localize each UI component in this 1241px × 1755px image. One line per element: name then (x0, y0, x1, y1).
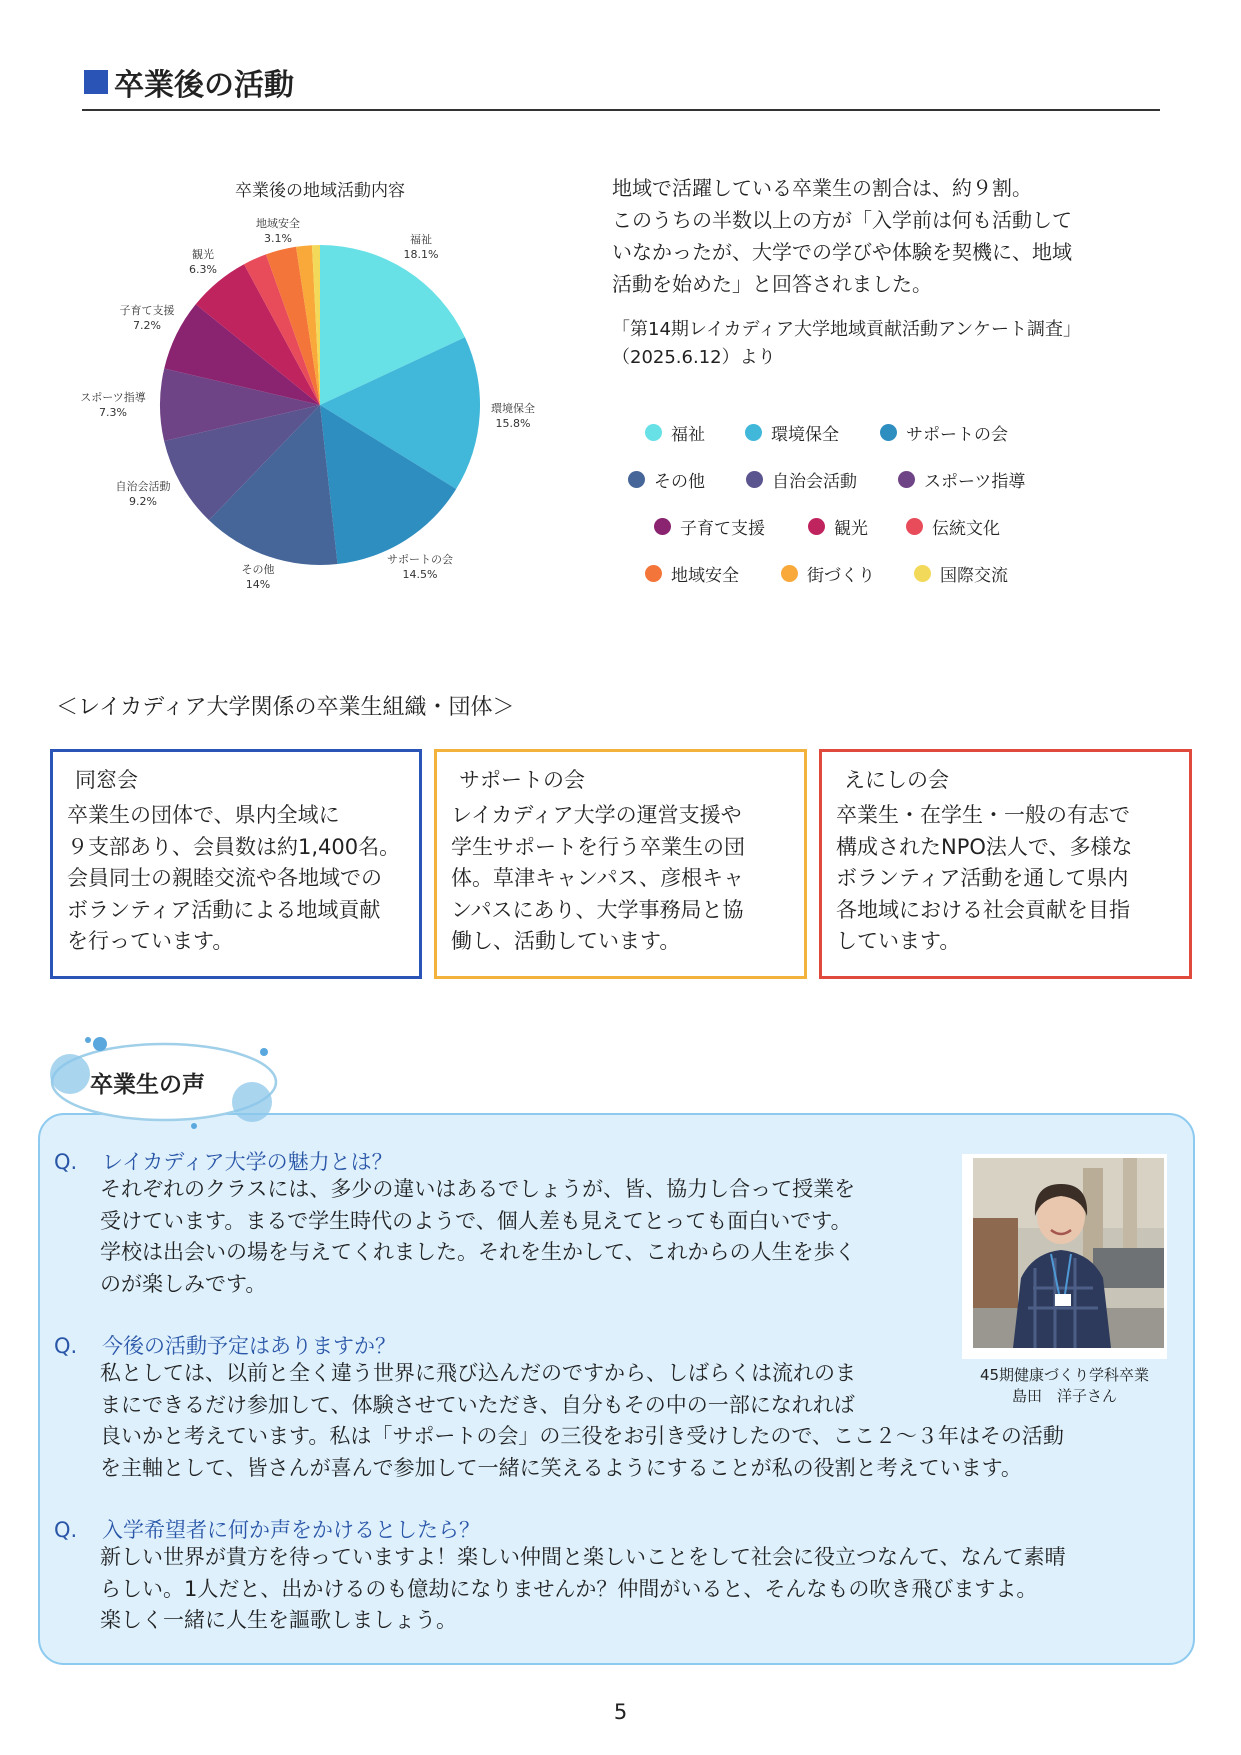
legend-dot-icon (781, 565, 798, 582)
answer-3 (100, 1542, 1066, 1637)
legend-dot-icon (898, 471, 915, 488)
graduate-photo (973, 1158, 1164, 1348)
org-description (67, 800, 411, 958)
intro-line: いなかったが、大学での学びや体験を契機に、地域 (612, 240, 1072, 264)
section-header (84, 62, 294, 102)
pie-label-value: 3.1% (264, 232, 292, 245)
org-description (451, 800, 796, 958)
legend-dot-icon (654, 518, 671, 535)
q-mark: Q. (54, 1518, 78, 1542)
question-3 (54, 1514, 480, 1544)
legend-dot-icon (746, 471, 763, 488)
org-name: 同窓会 (75, 768, 138, 792)
legend-item (880, 420, 1008, 445)
legend-dot-icon (628, 471, 645, 488)
answer-2 (100, 1358, 1064, 1484)
org-desc-line: レイカディア大学の運営支援や (451, 803, 742, 827)
org-desc-line: 構成されたNPO法人で、多様な (836, 834, 1133, 859)
legend-label: 子育て支援 (680, 519, 765, 539)
pie-label-value: 7.3% (99, 406, 127, 419)
answer-line: のが楽しみです。 (100, 1271, 267, 1296)
answer-line: 私としては、以前と全く違う世界に飛び込んだのですから、しばらくは流れのま (100, 1361, 856, 1385)
org-name: えにしの会 (844, 768, 949, 792)
org-desc-line: ボランティア活動を通して県内 (836, 866, 1129, 890)
legend-item (746, 467, 857, 492)
pie-label-category: 自治会活動 (115, 480, 171, 493)
legend-label: 地域安全 (671, 566, 739, 586)
answer-line: 受けています。まるで学生時代のようで、個人差も見えてとっても面白いです。 (100, 1208, 852, 1233)
intro-line: 地域で活躍している卒業生の割合は、約９割。 (612, 176, 1032, 200)
org-card-dosokai (50, 749, 422, 979)
org-desc-line: ボランティア活動による地域貢献 (67, 897, 381, 922)
caption-line: 島田 洋子さん (1011, 1387, 1117, 1405)
legend-item (898, 467, 1025, 492)
pie-label-category: 福祉 (410, 233, 432, 246)
org-desc-line: 働し、活動しています。 (451, 929, 681, 953)
pie-label-category: 子育て支援 (119, 304, 175, 317)
pie-label-value: 14% (245, 578, 271, 591)
pie-label-value: 14.5% (402, 568, 438, 581)
source-line: 「第14期レイカディア大学地域貢献活動アンケート調査」 (612, 319, 1081, 340)
legend-dot-icon (914, 565, 931, 582)
page-title: 卒業後の活動 (114, 68, 294, 103)
legend-item (808, 514, 868, 539)
pie-label-category: スポーツ指導 (80, 391, 146, 404)
org-name: サポートの会 (459, 768, 585, 792)
header-square-icon (84, 70, 108, 94)
org-desc-line: 学生サポートを行う卒業生の団 (451, 834, 745, 859)
pie-label-category: 観光 (192, 248, 214, 261)
chart-title: 卒業後の地域活動内容 (235, 181, 405, 201)
legend-label: スポーツ指導 (924, 472, 1026, 492)
question-text: レイカディア大学の魅力とは？ (102, 1150, 393, 1174)
legend-item (914, 561, 1008, 586)
photo-caption (962, 1365, 1167, 1407)
legend-label: 街づくり (807, 566, 875, 586)
legend-dot-icon (645, 424, 662, 441)
legend-label: 国際交流 (940, 566, 1008, 586)
pie-label-category: その他 (241, 563, 275, 576)
source-line: （2025.6.12）より (612, 347, 776, 368)
question-text: 今後の活動予定はありますか？ (102, 1334, 396, 1358)
pie-chart (0, 200, 600, 620)
answer-line: 良いかと考えています。私は「サポートの会」の三役をお引き受けしたので、ここ２～３年はその活動 (100, 1424, 1064, 1448)
pie-label-value: 18.1% (403, 248, 439, 261)
legend-label: 伝統文化 (932, 519, 1000, 539)
legend-dot-icon (808, 518, 825, 535)
pie-label-category: 地域安全 (256, 217, 300, 230)
orgs-heading: ＜レイカディア大学関係の卒業生組織・団体＞ (56, 695, 515, 720)
legend-item (628, 467, 705, 492)
org-card-support (434, 749, 807, 979)
legend-dot-icon (645, 565, 662, 582)
intro-line: このうちの半数以上の方が「入学前は何も活動して (612, 208, 1072, 232)
pie-label-value: 7.2% (133, 319, 161, 332)
pie-label-value: 15.8% (495, 417, 531, 430)
survey-source (612, 316, 1172, 372)
pie-label-category: サポートの会 (387, 553, 453, 566)
answer-line: それぞれのクラスには、多少の違いはあるでしょうが、皆、協力し合って授業を (100, 1177, 856, 1201)
legend-item (906, 514, 1000, 539)
answer-line: 楽しく一緒に人生を謳歌しましょう。 (100, 1608, 457, 1632)
org-desc-line: ９支部あり、会員数は約1,400名。 (67, 834, 401, 859)
q-mark: Q. (54, 1334, 78, 1358)
legend-label: その他 (654, 472, 705, 492)
pie-label-value: 6.3% (189, 263, 217, 276)
org-desc-line: 卒業生の団体で、県内全域に (67, 803, 340, 827)
answer-1 (100, 1174, 856, 1300)
intro-line: 活動を始めた」と回答されました。 (612, 272, 932, 296)
answer-line: 学校は出会いの場を与えてくれました。それを生かして、これからの人生を歩く (100, 1240, 856, 1264)
intro-text (612, 172, 1152, 300)
legend-label: 自治会活動 (772, 472, 857, 492)
legend-label: 環境保全 (771, 425, 839, 445)
org-desc-line: を行っています。 (67, 929, 234, 953)
org-description (836, 800, 1181, 958)
pie-label-value: 9.2% (129, 495, 157, 508)
legend-dot-icon (906, 518, 923, 535)
legend-item (745, 420, 839, 445)
answer-line: まにできるだけ参加して、体験させていただき、自分もその中の一部になれれば (100, 1392, 855, 1417)
page-number: 5 (613, 1700, 628, 1724)
legend-item (781, 561, 875, 586)
answer-line: 新しい世界が貴方を待っていますよ！楽しい仲間と楽しいことをして社会に役立つなんて、なんて素晴 (100, 1545, 1066, 1569)
answer-line: らしい。1人だと、出かけるのも億劫になりませんか？仲間がいると、そんなもの吹き飛びますよ。 (100, 1576, 1038, 1601)
org-desc-line: 会員同士の親睦交流や各地域での (67, 866, 382, 890)
org-card-enishi (819, 749, 1192, 979)
caption-line: 45期健康づくり学科卒業 (979, 1366, 1150, 1384)
question-text: 入学希望者に何か声をかけるとしたら？ (102, 1518, 480, 1542)
pie-label-category: 環境保全 (491, 402, 535, 415)
org-desc-line: しています。 (836, 929, 961, 953)
org-desc-line: 体。草津キャンパス、彦根キャ (451, 866, 745, 890)
q-mark: Q. (54, 1150, 78, 1174)
header-rule (82, 109, 1160, 111)
question-1 (54, 1146, 393, 1176)
legend-item (654, 514, 765, 539)
legend-dot-icon (880, 424, 897, 441)
legend-label: 福祉 (671, 425, 705, 445)
question-2 (54, 1330, 396, 1360)
legend-item (645, 420, 705, 445)
org-desc-line: 各地域における社会貢献を目指 (836, 897, 1130, 922)
legend-item (645, 561, 739, 586)
legend-label: サポートの会 (906, 425, 1008, 445)
legend-label: 観光 (834, 519, 868, 539)
org-desc-line: ンパスにあり、大学事務局と協 (451, 897, 744, 922)
org-desc-line: 卒業生・在学生・一般の有志で (836, 803, 1130, 827)
answer-line: を主軸として、皆さんが喜んで参加して一緒に笑えるようにすることが私の役割と考えています。 (100, 1455, 1022, 1480)
legend-dot-icon (745, 424, 762, 441)
voices-title: 卒業生の声 (90, 1072, 205, 1098)
